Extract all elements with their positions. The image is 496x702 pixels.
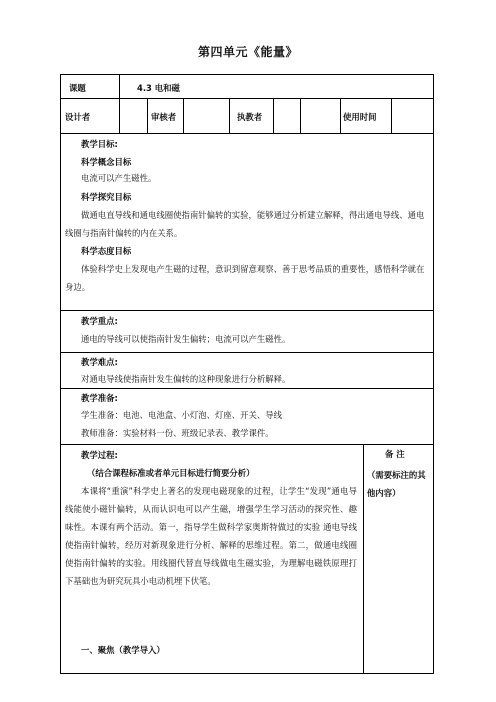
inquiry-title: 科学探究目标 <box>81 192 132 202</box>
course-label: 课题 <box>69 83 86 93</box>
prep-heading: 教学准备: <box>81 393 118 403</box>
difficulty-heading: 教学难点: <box>81 357 118 367</box>
staff-row <box>60 98 434 133</box>
attitude-text: 体验科学史上发现电产生磁的过程，意识到留意观察、善于思考品质的重要性，感悟科学就在身边。 <box>65 264 425 292</box>
reviewer-label: 审核者 <box>151 112 177 122</box>
goals-section <box>60 133 434 310</box>
prep-student: 学生准备：电池、电池盒、小灯泡、灯座、开关、导线 <box>81 410 282 420</box>
notes-title: 备 注 <box>385 449 405 459</box>
section1-heading: 一、聚焦（教学导入） <box>81 645 165 655</box>
process-heading: 教学过程: <box>81 450 118 460</box>
key-text: 通电的导线可以使指南针发生偏转；电流可以产生磁性。 <box>81 334 291 344</box>
process-subheading: （结合课程标准或者单元目标进行简要分析） <box>87 468 255 478</box>
page-title: 第四单元《能量》 <box>197 45 298 59</box>
course-value: 4.3 电和磁 <box>137 83 180 93</box>
difficulty-section <box>60 352 434 388</box>
key-heading: 教学重点: <box>81 316 118 326</box>
time-label: 使用时间 <box>343 112 377 122</box>
concept-text: 电流可以产生磁性。 <box>81 173 157 183</box>
goals-heading: 教学目标: <box>81 139 118 149</box>
difficulty-text: 对通电导线使指南针发生偏转的这种现象进行分析解释。 <box>81 374 291 384</box>
key-section <box>60 310 434 352</box>
notes-sub: （需要标注的其他内容） <box>367 470 426 498</box>
prep-teacher: 教师准备：实验材料一份、班级记录表、教学课件。 <box>81 428 274 438</box>
designer-label: 设计者 <box>65 112 91 122</box>
teacher-label: 执教者 <box>237 112 263 122</box>
process-text: 本课将“重演”科学史上著名的发现电磁现象的过程，让学生“发现”通电导线能使小磁针偏转，从而认识电可以产生磁，增强学生学习活动的探究性、趣味性。本课有两个活动。第一，指导学生做科学家奥斯特做过的实验 通电导线使指南针偏转，经历对新现象进行分析、解释的思维过程。第二，做通电线圈使指南针偏转的实验。用线圈代替直导线做电生磁实验，为理解电磁铁原理打下基础也为研究玩具小电动机埋下伏笔。 <box>65 486 357 586</box>
process-section <box>60 444 434 674</box>
inquiry-text: 做通电直导线和通电线圈使指南针偏转的实验，能够通过分析建立解释，得出通电导线、通电线圈与指南针偏转的内在关系。 <box>65 210 425 238</box>
course-row <box>60 74 434 98</box>
concept-title: 科学概念目标 <box>81 157 132 167</box>
prep-section <box>60 388 434 444</box>
attitude-title: 科学态度目标 <box>81 246 132 256</box>
